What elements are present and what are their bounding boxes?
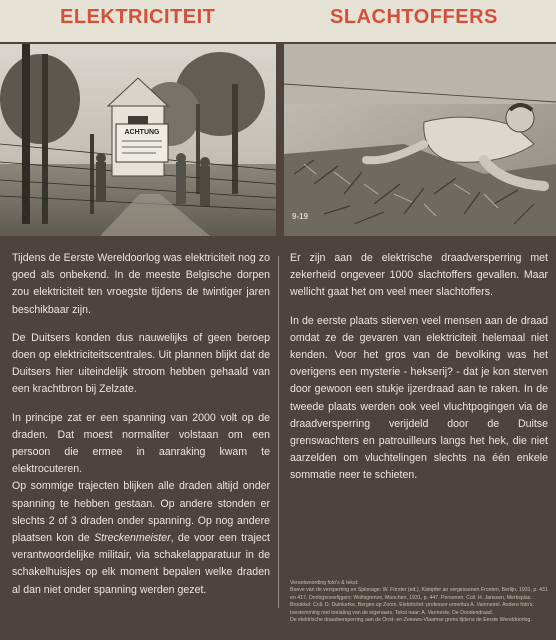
victims-text xyxy=(290,250,548,496)
electricity-paragraph-4 xyxy=(12,478,270,598)
heading-electricity: ELEKTRICITEIT xyxy=(60,6,216,28)
credits xyxy=(290,580,548,624)
electricity-text xyxy=(12,250,270,610)
column-divider xyxy=(278,256,279,608)
heading-victims: SLACHTOFFERS xyxy=(330,6,498,28)
electricity-paragraph-2: De Duitsers konden dus nauwelijks of geen beroep doen op elektriciteitscentrales. Uit plannen blijkt dat de Duitsers hier uiteindelijk stroom hebben gehaald van een krachtbron bij Zelzate. xyxy=(12,331,270,396)
credits-title: Verantwoording foto's & tekst: xyxy=(290,580,359,586)
streckenmeister-term: Streckenmeister xyxy=(94,532,171,545)
photo-guard-post xyxy=(0,44,276,236)
electricity-paragraph-3: In principe zat er een spanning van 2000 volt op de draden. Dat moest normaliter volstaan om een persoon die ermee in aanraking kwam te elektrocuteren. xyxy=(12,411,270,476)
credits-subtitle: De elektrische draadversperring aan de Oost- en Zeeuws-Vlaamse grens tijdens de Eerste Wereldoorlog. xyxy=(290,617,532,624)
paragraph-4-start: Op sommige trajecten blijken alle draden altijd onder spanning te hebben gestaan. Op andere stonden er slechts 2 of 3 draden onder spanning. Op nog andere plaatsen kon de xyxy=(12,480,270,545)
victims-paragraph-2: In de eerste plaats stierven veel mensen aan de draad omdat ze de gevaren van elektriciteit helemaal niet kenden. Voor het gros van de bevolking was het overigens een mysterie - hekserij? - dat je kon sterven door gewoon een stukje ijzerdraad aan te raken. In de tweede plaats werden ook veel vluchtpogingen via de draadversperring verijdeld door de Duitse grenswachters en patrouilleurs langs het hek, die niet aarzelden om vluchtelingen slechts na één enkele sommatie neer te schieten. xyxy=(290,314,548,482)
paragraph-4-end: , de voor een traject verantwoordelijke militair, via schakelapparatuur in de schakelhuisjes op elk moment bepalen welke draden al dan niet onder spanning werden gezet. xyxy=(12,532,270,596)
victims-paragraph-1: Er zijn aan de elektrische draadversperring met zekerheid ongeveer 1000 slachtoffers gevallen. Maar wellicht gaat het om veel meer slachtoffers. xyxy=(290,252,548,299)
electricity-paragraph-1: Tijdens de Eerste Wereldoorlog was elektriciteit nog zo goed als onbekend. In de meeste Belgische dorpen zou elektriciteit ten vroegste tijdens de twintiger jaren beschikbaar zijn. xyxy=(12,252,270,316)
credits-sources: Boeve van de versperring en Spionage: W. Förster (ed.), Kämpfer an vergessenen Fronten, Berlijn, 1931, p. 431 en 417. Oorlogsoverlijgers: Wolfsgrenze, Munchen, 1931, p. 447. Personen: Coll. H. Janssen, Merksplas. Brookkel: Coll. D. Duinkerke, Bergen op Zoom. Elektricitet: professor emeritus A. Vanmeirel. Andere foto's: toestemming met toelating van de eigenaars. Tekst naar: A. Vanneste, De Doodendraad. xyxy=(290,587,548,616)
photo-number: 9-19 xyxy=(292,212,309,221)
sign-text: ACHTUNG xyxy=(124,129,160,136)
photo-victim xyxy=(284,44,556,236)
